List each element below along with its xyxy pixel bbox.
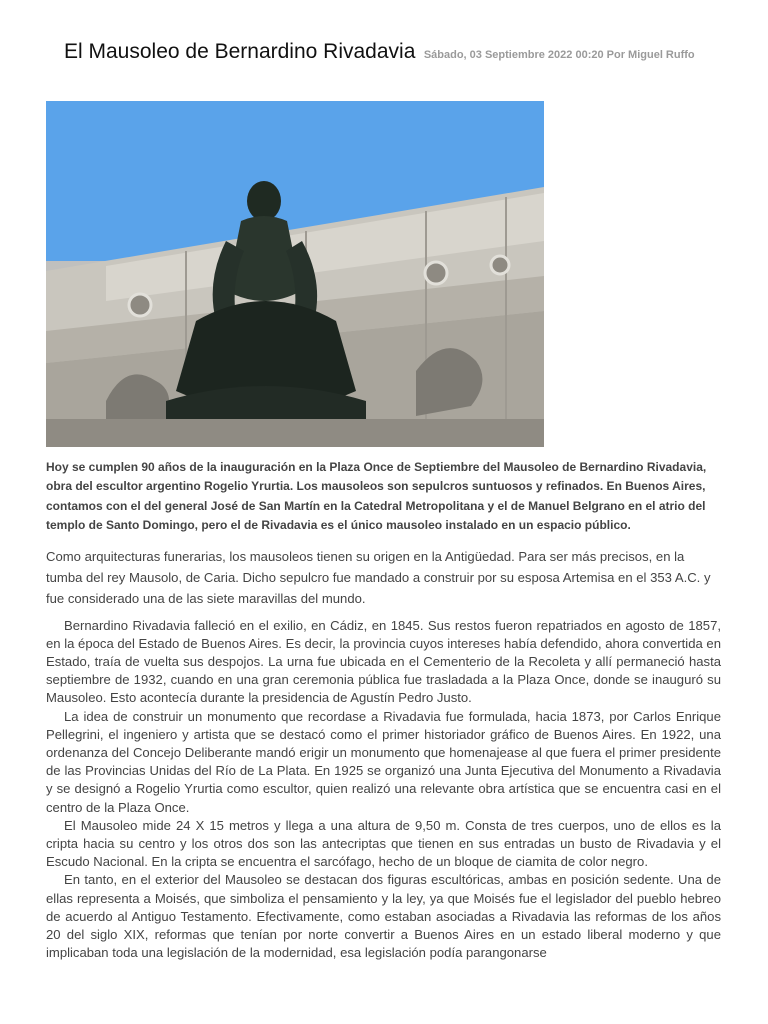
monument-illustration [46,101,544,447]
article-intro: Como arquitecturas funerarias, los mausoleos tienen su origen en la Antigüedad. Para ser más precisos, en la tumba del rey Mausolo, de Caria. Dicho sepulcro fue mandado a construir por su esposa Artemisa en el 353 A.C. y fue considerado una de las siete maravillas del mundo. [46,548,711,606]
article-body [46,458,721,962]
article-paragraph: El Mausoleo mide 24 X 15 metros y llega a una altura de 9,50 m. Consta de tres cuerpos, uno de ellos es la cripta hacia su centro y los otros dos son las antecriptas que tienen en sus entradas un busto de Rivadavia y el Escudo Nacional. En la cripta se encuentra el sarcófago, hecho de un bloque de ciamita de color negro. [46,817,721,870]
article-meta: Sábado, 03 Septiembre 2022 00:20 Por Miguel Ruffo [423,49,695,61]
article-title: El Mausoleo de Bernardino Rivadavia [64,40,416,63]
article-paragraph: La idea de construir un monumento que recordase a Rivadavia fue formulada, hacia 1873, por Carlos Enrique Pellegrini, el ingeniero y artista que se destacó como el primer historiador gráfico de Buenos Aires. En 1922, una ordenanza del Concejo Deliberante mandó erigir un monumento que homenajease al que fuera el primer presidente de las Provincias Unidas del Río de La Plata. En 1925 se organizó una Junta Ejecutiva del Monumento a Rivadavia y se designó a Rogelio Yrurtia como escultor, quien realizó una relevante obra artística que se encuentra casi en el centro de la Plaza Once. [46,708,721,815]
article-paragraph: En tanto, en el exterior del Mausoleo se destacan dos figuras escultóricas, ambas en posición sedente. Una de ellas representa a Moisés, que simboliza el pensamiento y la ley, ya que Moisés fue el legislador del pueblo hebreo de acuerdo al Antiguo Testamento. Efectivamente, como estaban asociadas a Rivadavia las reformas de los años 20 del siglo XIX, reformas que tenían por norte convertir a Buenos Aires en un estado liberal moderno y que implicaban toda una legislación de la modernidad, esa legislación podía parangonarse [46,872,721,961]
monument-photo [46,101,544,447]
article-paragraph: Bernardino Rivadavia falleció en el exilio, en Cádiz, en 1845. Sus restos fueron repatriados en agosto de 1857, en la época del Estado de Buenos Aires. Es decir, la provincia cuyos intereses había defendido, ahora convertida en Estado, traía de vuelta sus despojos. La urna fue ubicada en el Cementerio de la Recoleta y allí permaneció hasta septiembre de 1932, cuando en una gran ceremonia pública fue trasladada a la Plaza Once, donde se inauguró su Mausoleo. Esto acontecía durante la presidencia de Agustín Pedro Justo. [46,617,721,706]
article-lead: Hoy se cumplen 90 años de la inauguración en la Plaza Once de Septiembre del Mausoleo de Bernardino Rivadavia, obra del escultor argentino Rogelio Yrurtia. Los mausoleos son sepulcros suntuosos y refinados. En Buenos Aires, contamos con el del general José de San Martín en la Catedral Metropolitana y el de Manuel Belgrano en el atrio del templo de Santo Domingo, pero el de Rivadavia es el único mausoleo instalado en un espacio público. [46,460,707,533]
article-header [64,40,754,64]
